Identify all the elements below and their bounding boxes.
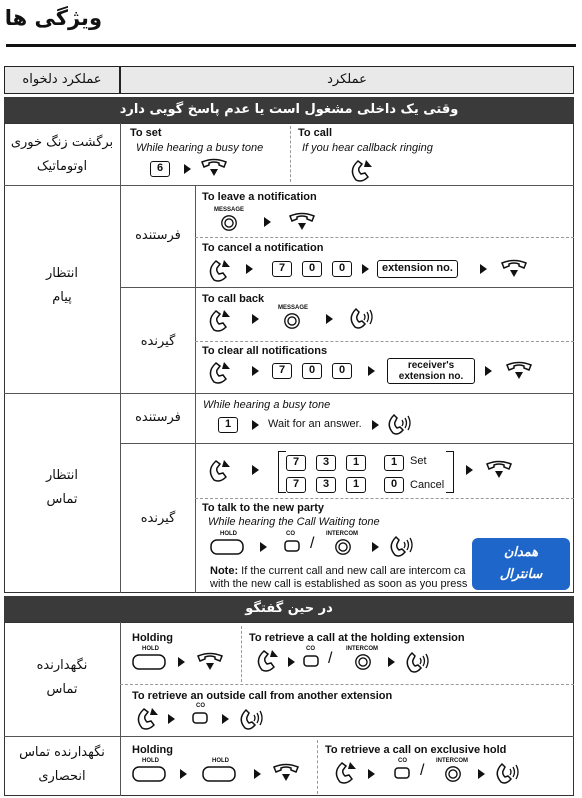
col-divider-2 [195,185,196,593]
hold-button-icon[interactable] [210,539,244,555]
col-divider-1 [120,123,121,593]
intercom-button-label: INTERCOM [326,531,358,537]
arrow [184,164,191,174]
arrow [485,366,492,376]
arrow [368,366,375,376]
call-hold-label [6,654,118,702]
arrow [178,657,185,667]
brand-logo [472,538,570,590]
brand-line-2: سانترال [499,567,543,582]
header-feature: عملکرد دلخواه [4,66,120,94]
arrow [260,542,267,552]
row-divider-3 [4,393,574,394]
co-button-label: CO [196,703,205,709]
arrow [252,366,259,376]
intercom-button-label: INTERCOM [436,758,468,764]
page-title: ویژگی ها [4,6,102,30]
co-button-icon[interactable] [303,652,319,668]
set-label: Set [410,455,427,467]
exclusive-hold-label-1: نگهدارنده تماس [19,745,105,760]
note-line-1 [210,565,468,577]
dash-4 [120,684,574,685]
col-divider-3 [120,622,121,796]
or-slash: / [420,762,425,779]
dial-key-0[interactable]: 0 [302,261,322,277]
arrow [222,714,229,724]
hang-up-icon [505,361,533,383]
to-set-note: While hearing a busy tone [136,142,264,154]
hang-up-icon [272,763,300,785]
extension-no-key[interactable]: extension no. [377,260,458,278]
intercom-button-label: INTERCOM [346,646,378,652]
co-button-icon[interactable] [192,709,208,725]
cancel-key-1[interactable]: 1 [346,477,366,493]
talk-icon [404,650,430,674]
arrow [326,314,333,324]
dash-v1 [290,126,291,182]
retrieve-outside-title: To retrieve an outside call from another extension [132,690,393,702]
cw-receiver-label: گیرنده [140,511,176,526]
holding-title: Holding [132,632,173,644]
mw-sender-label: فرستنده [135,228,181,243]
arrow [264,217,271,227]
talk-icon [386,412,412,436]
dash-1 [195,237,574,238]
hang-up-icon [196,652,224,674]
bracket-right [446,451,454,493]
arrow [252,465,259,475]
title-rule [6,44,576,47]
leave-notification-title: To leave a notification [202,191,317,203]
cancel-key-3[interactable]: 3 [316,477,336,493]
header-operation: عملکرد [120,66,574,94]
arrow [368,769,375,779]
hold-button-label: HOLD [212,758,229,764]
call-hold-label-1: نگهدارنده [36,658,88,673]
arrow [168,714,175,724]
row-divider-5 [4,736,574,737]
retrieve-holding-title: To retrieve a call at the holding extension [249,632,465,644]
to-call-title: To call [298,127,333,139]
cancel-label: Cancel [410,479,445,491]
row-divider-2 [120,287,574,288]
call-waiting-label-2: تماس [46,492,78,507]
set-key-1[interactable]: 1 [384,455,404,471]
retrieve-exclusive-title: To retrieve a call on exclusive hold [325,744,507,756]
off-hook-icon [136,706,162,730]
dash-v2 [241,626,242,682]
or-slash: / [328,650,333,667]
arrow [466,465,473,475]
co-button-label: CO [306,646,315,652]
talk-icon [348,306,374,330]
row-divider-4 [120,443,574,444]
hold-button-label: HOLD [142,646,159,652]
hold-button-icon[interactable] [132,654,166,670]
dash-3 [195,498,574,499]
arrow [388,657,395,667]
hang-up-icon [200,158,228,180]
message-button-label: MESSAGE [278,305,309,311]
to-set-title: To set [130,127,162,139]
message-button-icon[interactable] [220,214,238,232]
set-key-3[interactable]: 3 [316,455,336,471]
mw-receiver-label: گیرنده [140,334,176,349]
arrow [246,264,253,274]
arrow [372,542,379,552]
cw-sender-label: فرستنده [135,410,181,425]
arrow [252,314,259,324]
cancel-key-7[interactable]: 7 [286,477,306,493]
hold-button-label: HOLD [142,758,159,764]
dial-key-0[interactable]: 0 [332,261,352,277]
dial-key-1[interactable]: 1 [218,417,238,433]
note-line-2: with the new call is established as soon as you press [210,578,468,590]
hold-button-icon[interactable] [202,766,236,782]
dial-key-6[interactable]: 6 [150,161,170,177]
wait-for-answer-text: Wait for an answer. [268,418,362,430]
talk-new-party-note: While hearing the Call Waiting tone [208,516,380,528]
arrow [478,769,485,779]
auto-callback-label [6,131,118,179]
arrow [252,420,259,430]
message-waiting-label-1: انتظار [45,266,79,281]
talk-icon [238,707,264,731]
message-waiting-label-2: پیام [52,290,72,305]
hold-button-icon[interactable] [132,766,166,782]
hang-up-icon [500,259,528,281]
off-hook-icon [208,360,234,384]
bracket-left [278,451,286,493]
band-during-conversation: در حین گفتگو [4,596,574,622]
co-button-icon[interactable] [394,764,410,780]
arrow [480,264,487,274]
receivers-line-1: receiver's [407,360,455,371]
talk-icon [388,534,414,558]
arrow [372,420,379,430]
hang-up-icon [288,212,316,234]
brand-line-1: همدان [503,545,539,560]
band-busy-no-answer: وقتی یک داخلی مشغول است یا عدم پاسخ گویی دارد [4,97,574,123]
cancel-notification-title: To cancel a notification [202,242,324,254]
off-hook-icon [334,760,360,784]
off-hook-icon [256,648,282,672]
note-bold: Note: [210,565,239,577]
dial-key-0[interactable]: 0 [302,363,322,379]
call-hold-label-2: تماس [46,682,78,697]
co-button-label: CO [286,531,295,537]
intercom-button-icon[interactable] [334,538,352,556]
dash-2 [195,341,574,342]
note-text-1: If the current call and new call are intercom ca [238,565,466,577]
talk-icon [494,761,520,785]
auto-callback-label-2: اوتوماتیک [36,159,88,174]
co-button-label: CO [398,758,407,764]
dash-v3 [317,740,318,794]
off-hook-icon [208,308,234,332]
intercom-button-icon[interactable] [444,765,462,783]
off-hook-icon [208,458,234,482]
set-key-1[interactable]: 1 [346,455,366,471]
dial-key-7[interactable]: 7 [272,261,292,277]
message-button-label: MESSAGE [214,207,245,213]
set-key-7[interactable]: 7 [286,455,306,471]
arrow [254,769,261,779]
dial-key-0[interactable]: 0 [332,363,352,379]
intercom-button-icon[interactable] [354,653,372,671]
arrow [180,769,187,779]
dial-key-7[interactable]: 7 [272,363,292,379]
receivers-line-2: extension no. [398,371,464,382]
hang-up-icon [485,460,513,482]
cancel-key-0[interactable]: 0 [384,477,404,493]
clear-notifications-title: To clear all notifications [202,345,328,357]
or-slash: / [310,535,315,552]
row-divider-1 [4,185,574,186]
message-waiting-label [6,262,118,310]
exclusive-hold-label [6,741,118,789]
to-call-note: If you hear callback ringing [302,142,433,154]
exclusive-hold-label-2: انحصاری [38,769,86,784]
cw-busy-note: While hearing a busy tone [203,399,331,411]
off-hook-icon [350,158,376,182]
talk-new-party-title: To talk to the new party [202,502,325,514]
call-waiting-label-1: انتظار [45,468,79,483]
receivers-extension-key[interactable] [387,358,475,384]
call-back-title: To call back [202,293,265,305]
message-button-icon[interactable] [283,312,301,330]
arrow [362,264,369,274]
auto-callback-label-1: برگشت زنگ خوری [10,135,114,150]
call-waiting-label [6,464,118,512]
arrow [288,657,295,667]
off-hook-icon [208,258,234,282]
hold-button-label: HOLD [220,531,237,537]
co-button-icon[interactable] [284,537,300,553]
exclusive-holding-title: Holding [132,744,173,756]
